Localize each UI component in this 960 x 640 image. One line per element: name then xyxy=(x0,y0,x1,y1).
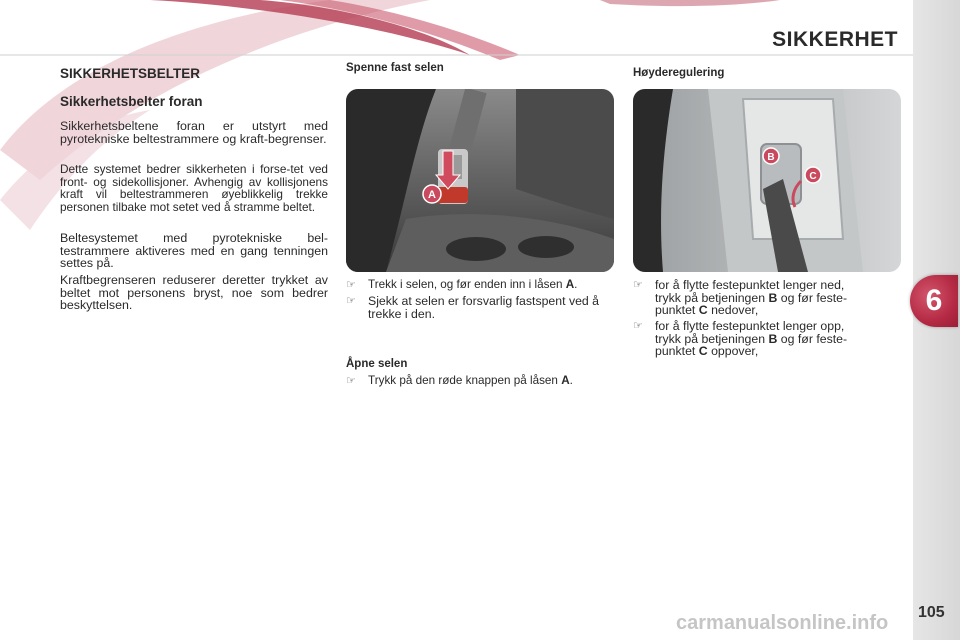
paragraph: Kraftbegrenseren reduserer deretter trykket av beltet mot personens bryst, noe som bedrer beskyttelsen. xyxy=(60,273,328,312)
watermark: carmanualsonline.info xyxy=(676,612,889,634)
list-item: ☞ Trekk i selen, og før enden inn i låsen A. xyxy=(346,278,578,291)
list-item: ☞ for å flytte festepunktet lenger opp, trykk på betjeningen B og før feste- punktet C oppover, xyxy=(633,319,848,358)
buckle-illustration xyxy=(346,89,614,272)
height-adjust-photo xyxy=(633,89,901,272)
label-b: B xyxy=(767,152,775,163)
height-adjust-illustration xyxy=(633,89,901,272)
column-heading: Spenne fast selen xyxy=(346,62,444,74)
list-item: ☞ Sjekk at selen er forsvarlig fastspent ved å trekke i den. xyxy=(346,294,600,321)
buckle-photo xyxy=(346,89,614,272)
paragraph: Dette systemet bedrer sikkerheten i forse-tet ved front- og sidekollisjoner. Avhengig av kollisjonens kraft vil beltestrammeren øyeblikkelig trekke personen tilbake mot setet ved å stramme beltet. xyxy=(60,162,328,214)
section-heading: SIKKERHETSBELTER xyxy=(60,66,201,81)
page-title: SIKKERHET xyxy=(772,28,898,51)
list-item: ☞ Trykk på den røde knappen på låsen A. xyxy=(346,374,573,387)
pointing-hand-icon: ☞ xyxy=(346,295,356,307)
paragraph: Beltesystemet med pyrotekniske bel-testrammere aktiveres med en gang tenningen settes på. xyxy=(60,231,328,270)
pointing-hand-icon: ☞ xyxy=(346,375,356,387)
label-a: A xyxy=(428,189,436,201)
label-c: C xyxy=(809,171,817,182)
page-number: 105 xyxy=(918,604,945,621)
column-heading: Åpne selen xyxy=(346,358,408,370)
pointing-hand-icon: ☞ xyxy=(346,279,356,291)
list-item: ☞ for å flytte festepunktet lenger ned, trykk på betjeningen B og før feste- punktet C nedover, xyxy=(633,278,848,317)
pointing-hand-icon: ☞ xyxy=(633,320,643,332)
column-heading: Høyderegulering xyxy=(633,67,725,79)
chapter-tab: 6 xyxy=(910,275,958,327)
paragraph: Sikkerhetsbeltene foran er utstyrt med pyrotekniske beltestrammere og kraft-begrenser. xyxy=(60,119,328,146)
section-subheading: Sikkerhetsbelter foran xyxy=(60,94,203,109)
pointing-hand-icon: ☞ xyxy=(633,279,643,291)
